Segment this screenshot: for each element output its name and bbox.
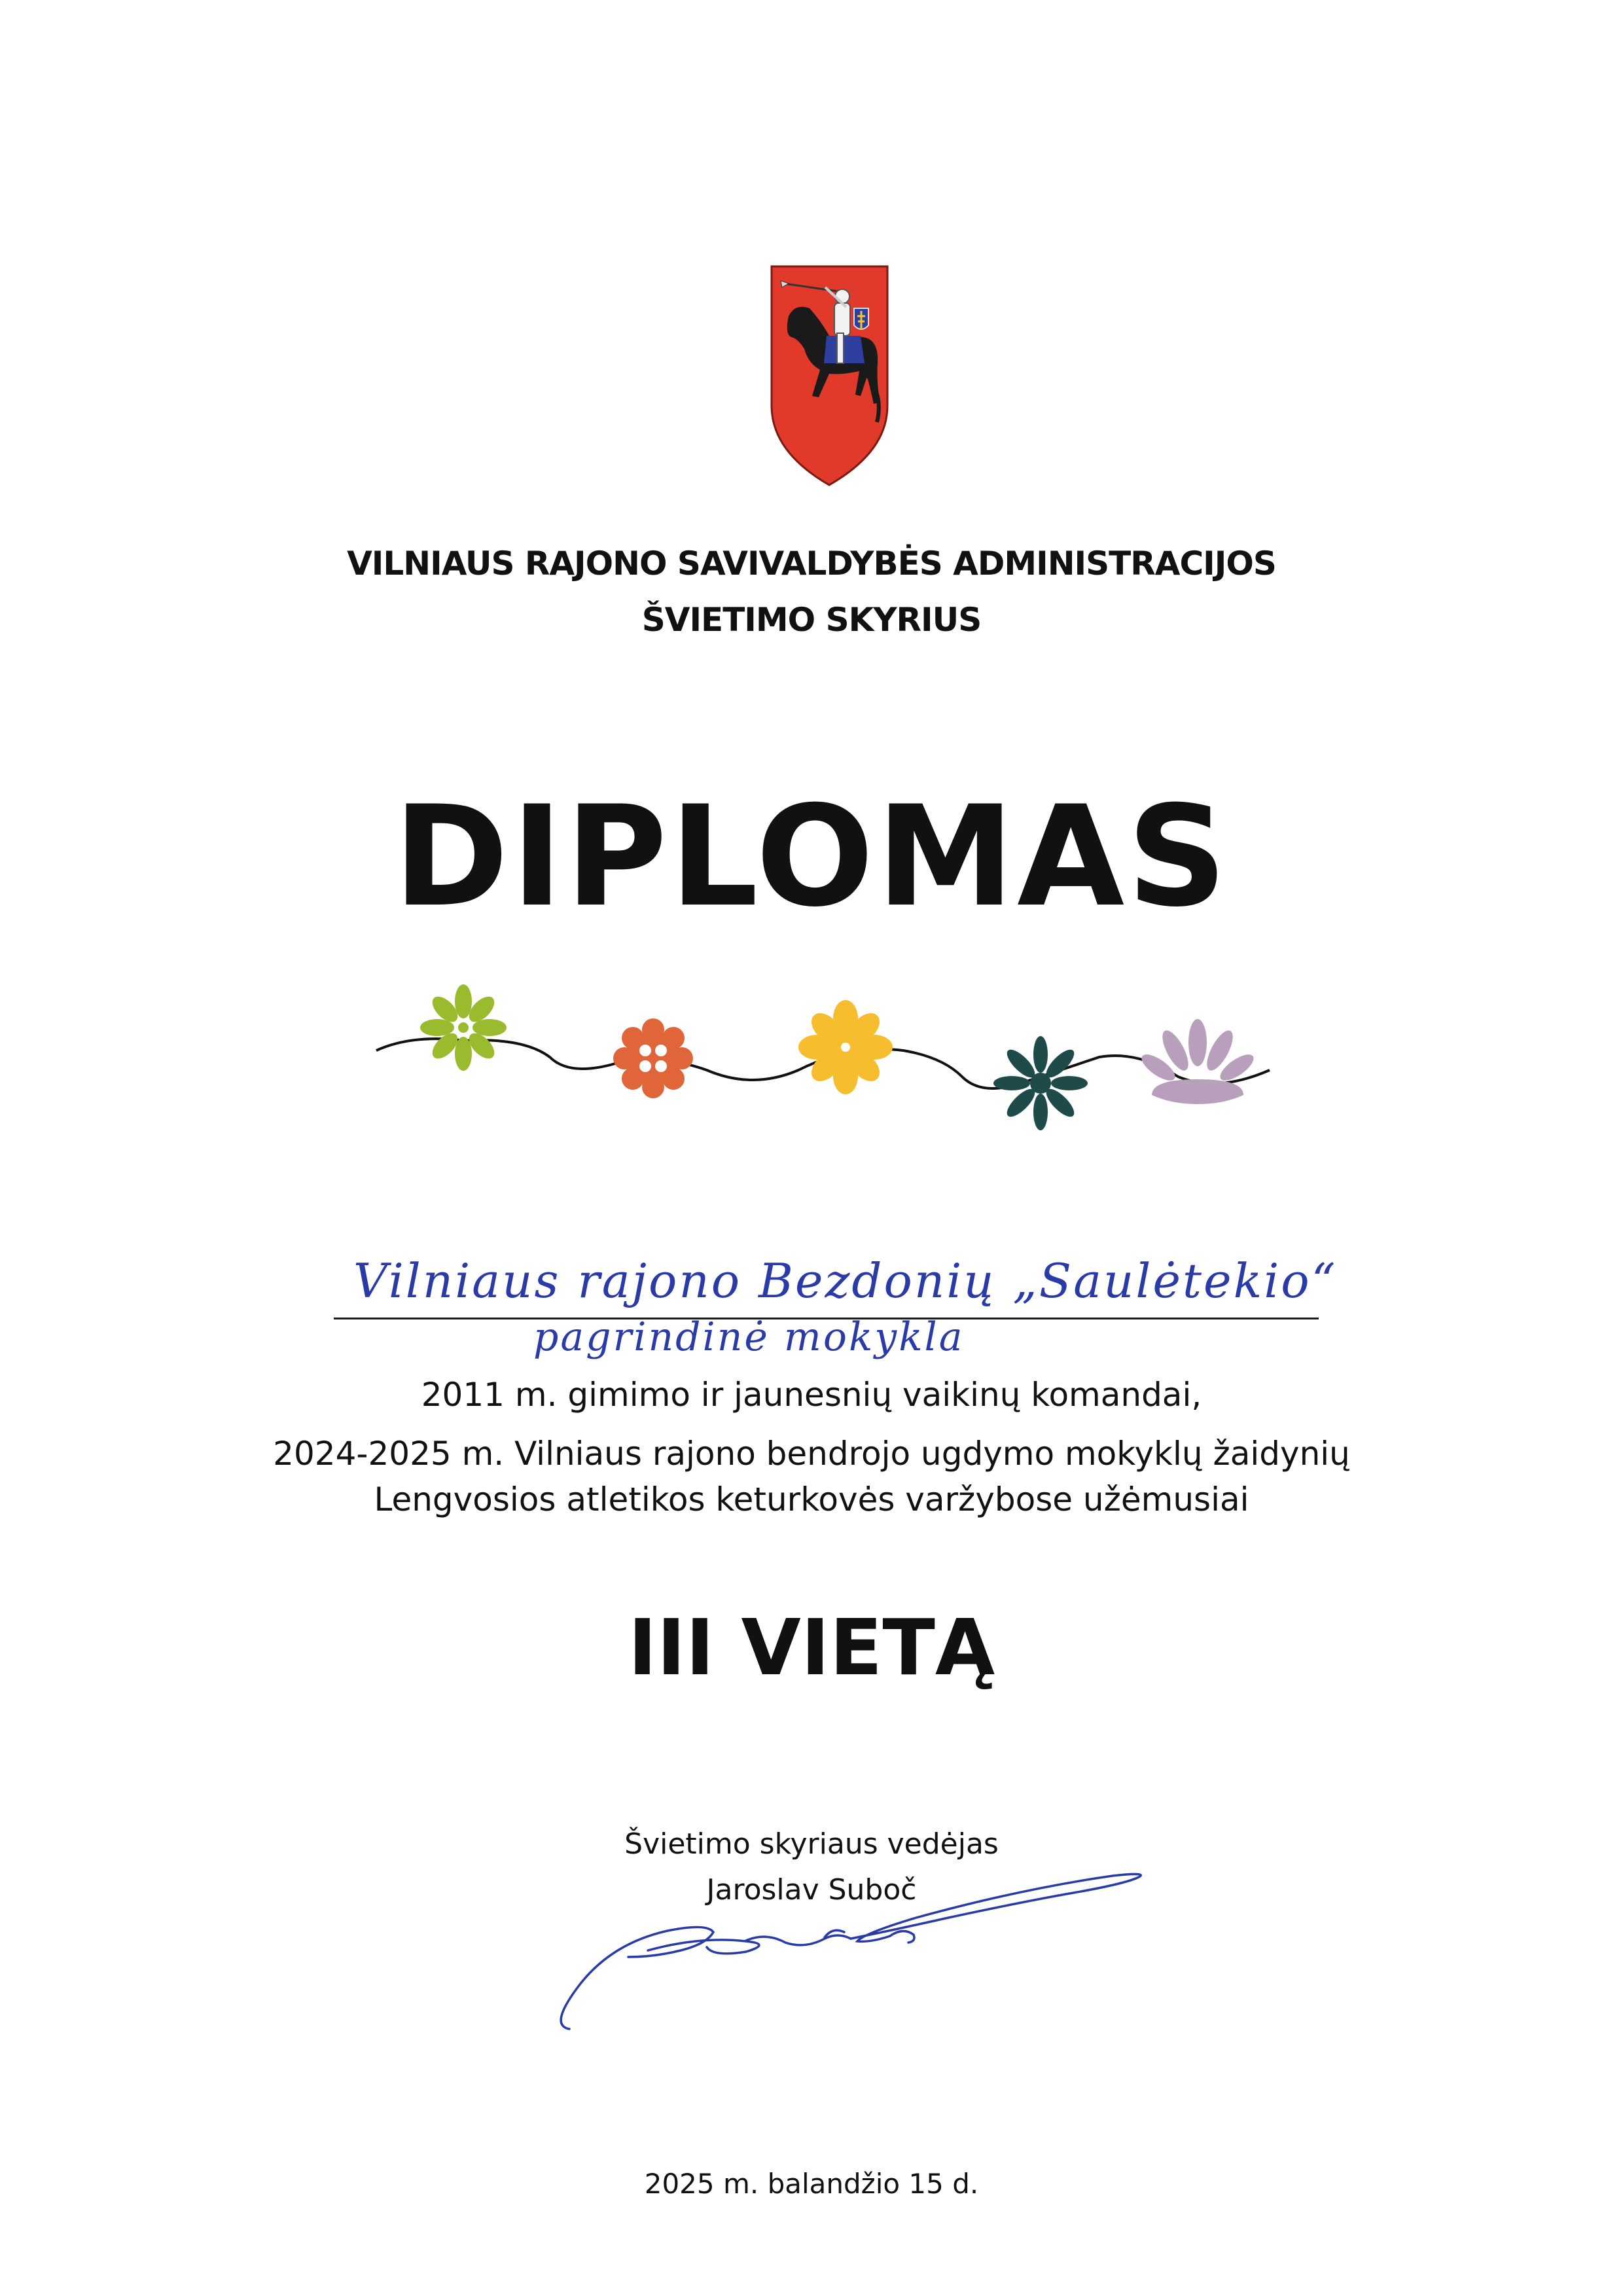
award-text-line3: Lengvosios atletikos keturkovės varžybose užėmusiai	[374, 1480, 1249, 1518]
dark-teal-flower-icon	[993, 1036, 1088, 1130]
recipient-handwritten-line1: Vilniaus rajono Bezdonių „Saulėtekio“	[353, 1253, 1338, 1308]
award-text-line1: 2011 m. gimimo ir jaunesnių vaikinų komandai,	[421, 1376, 1202, 1414]
signatory-name: Jaroslav Suboč	[706, 1873, 917, 1907]
signatory-role: Švietimo skyriaus vedėjas	[624, 1827, 999, 1861]
yellow-flower-icon	[798, 1000, 893, 1094]
department-name: ŠVIETIMO SKYRIUS	[641, 601, 982, 639]
coat-of-arms-icon	[769, 265, 890, 488]
recipient-handwritten-line2: pagrindinė mokykla	[533, 1314, 965, 1360]
handwritten-signature	[550, 1859, 1152, 2042]
green-flower-icon	[420, 984, 507, 1071]
organization-name: VILNIAUS RAJONO SAVIVALDYBĖS ADMINISTRACIJOS	[347, 545, 1276, 583]
diploma-title: DIPLOMAS	[393, 776, 1230, 937]
award-text-line2: 2024-2025 m. Vilniaus rajono bendrojo ugdymo mokyklų žaidynių	[273, 1435, 1350, 1473]
lilac-shell-flower-icon	[1138, 1019, 1258, 1104]
flower-vine-ornament	[366, 978, 1296, 1136]
orange-flower-icon	[613, 1018, 693, 1098]
place-awarded: III VIETĄ	[628, 1602, 995, 1693]
issue-date: 2025 m. balandžio 15 d.	[644, 2168, 979, 2200]
